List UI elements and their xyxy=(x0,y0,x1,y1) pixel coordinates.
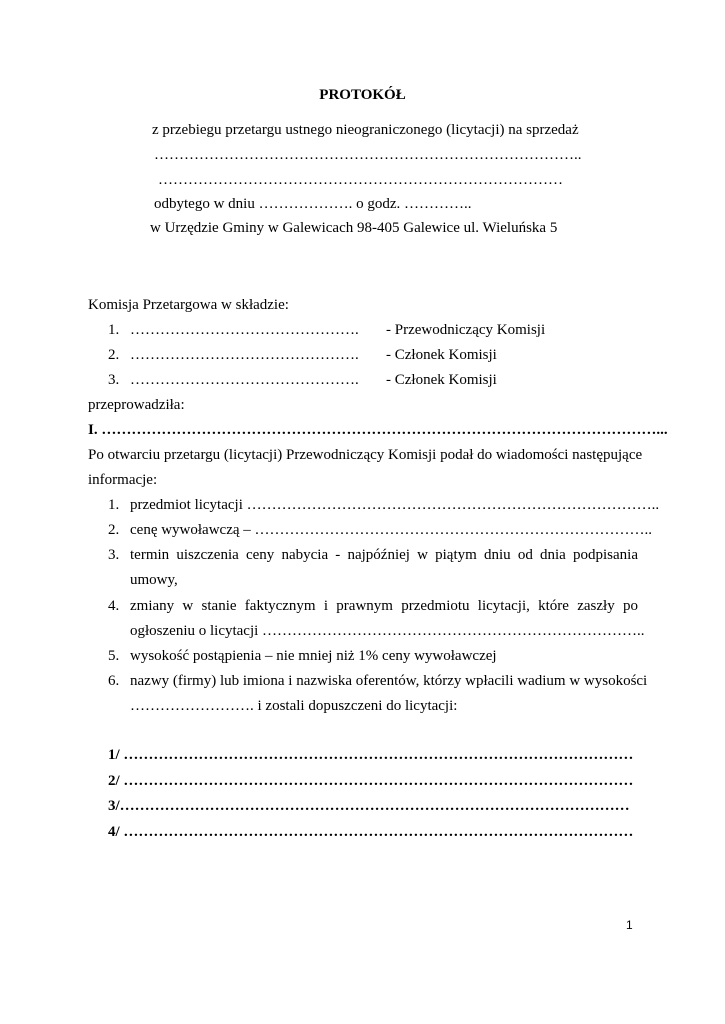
member-role: - Członek Komisji xyxy=(386,347,497,363)
item-number: 6. xyxy=(108,673,120,689)
header-line-dots-1: ………………………………………………………………………….. xyxy=(154,147,582,163)
item-number: 1. xyxy=(108,497,120,513)
header-line-subject: z przebiegu przetargu ustnego nieograniczonego (licytacji) na sprzedaż xyxy=(152,122,579,138)
header-line-dots-2: ……………………………………………………………………… xyxy=(158,172,563,188)
conducted-label: przeprowadziła: xyxy=(88,397,185,413)
page-number: 1 xyxy=(626,918,633,932)
item-text: przedmiot licytacji ……………………………………………………………………….. xyxy=(130,497,660,513)
item-text-continued: ……………………. i zostali dopuszczeni do licytacji: xyxy=(130,698,458,714)
member-name-blank: ………………………………………. xyxy=(130,322,359,338)
item-text: cenę wywoławczą – …………………………………………………………………….. xyxy=(130,522,653,538)
member-name-blank: ………………………………………. xyxy=(130,347,359,363)
member-number: 3. xyxy=(108,372,120,388)
member-name-blank: ………………………………………. xyxy=(130,372,359,388)
bidder-line-3: 3/………………………………………………………………………………………… xyxy=(108,798,630,814)
member-role: - Przewodniczący Komisji xyxy=(386,322,546,338)
item-number: 3. xyxy=(108,547,120,563)
header-line-date: odbytego w dniu ………………. o godz. ………….. xyxy=(154,196,472,212)
item-text: termin uiszczenia ceny nabycia - najpóźniej w piątym dniu od dnia podpisania xyxy=(130,547,638,563)
opening-line-1: Po otwarciu przetargu (licytacji) Przewodniczący Komisji podał do wiadomości następujące xyxy=(88,447,643,463)
page-title: PROTOKÓŁ xyxy=(319,87,406,103)
bidder-line-2: 2/ ………………………………………………………………………………………… xyxy=(108,773,634,789)
item-text: zmiany w stanie faktycznym i prawnym przedmiotu licytacji, które zaszły po xyxy=(130,598,638,614)
bidder-line-4: 4/ ………………………………………………………………………………………… xyxy=(108,824,634,840)
item-text: nazwy (firmy) lub imiona i nazwiska oferentów, którzy wpłacili wadium w wysokości xyxy=(130,673,648,689)
section-1-line: I. …………………………………………………………………………………………………... xyxy=(88,422,668,438)
bidder-line-1: 1/ ………………………………………………………………………………………… xyxy=(108,747,634,763)
item-text-continued: umowy, xyxy=(130,572,178,588)
item-number: 2. xyxy=(108,522,120,538)
item-text: wysokość postąpienia – nie mniej niż 1% ceny wywoławczej xyxy=(130,648,497,664)
item-number: 4. xyxy=(108,598,120,614)
item-text-continued: ogłoszeniu o licytacji ………………………………………………………………….. xyxy=(130,623,645,639)
header-line-location: w Urzędzie Gminy w Galewicach 98-405 Galewice ul. Wieluńska 5 xyxy=(150,220,558,236)
member-number: 2. xyxy=(108,347,120,363)
committee-intro: Komisja Przetargowa w składzie: xyxy=(88,297,289,313)
member-number: 1. xyxy=(108,322,120,338)
opening-line-2: informacje: xyxy=(88,472,158,488)
member-role: - Członek Komisji xyxy=(386,372,497,388)
item-number: 5. xyxy=(108,648,120,664)
